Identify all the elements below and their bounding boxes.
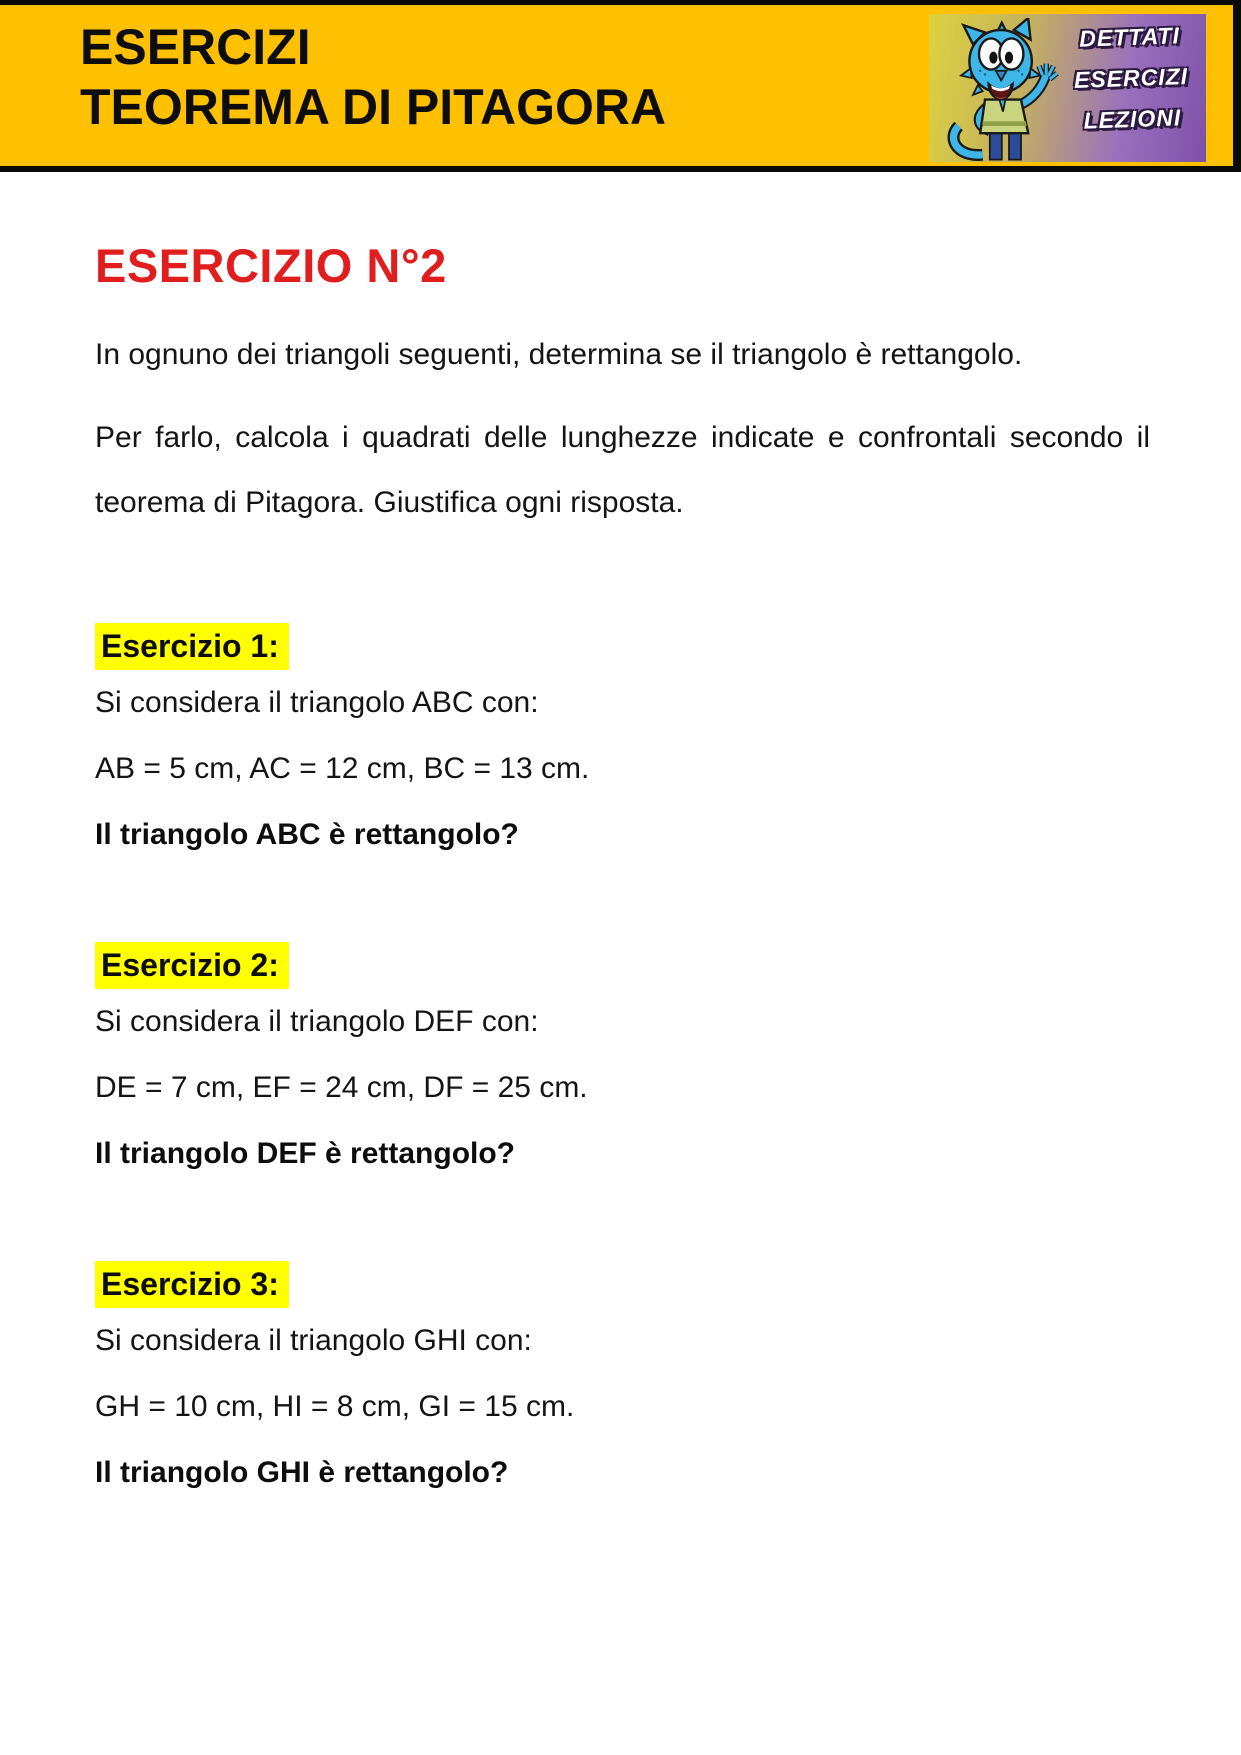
exercise-1-intro: Si considera il triangolo ABC con: (95, 686, 539, 719)
exercise-3-question: Il triangolo GHI è rettangolo? (95, 1456, 509, 1489)
logo-word-dettati: DETTATI (1078, 22, 1181, 52)
exercise-3-section (95, 1261, 1150, 1506)
intro-paragraph-2: Per farlo, calcola i quadrati delle lunghezze indicate e confrontali secondo il teorema di Pitagora. Giustifica ogni risposta. (95, 421, 1150, 519)
exercise-2-intro: Si considera il triangolo DEF con: (95, 1005, 539, 1038)
logo-word-esercizi: ESERCIZI (1073, 63, 1189, 93)
exercise-1-label: Esercizio 1: (95, 623, 289, 670)
exercise-1-question: Il triangolo ABC è rettangolo? (95, 818, 519, 851)
exercise-3-intro: Si considera il triangolo GHI con: (95, 1324, 532, 1357)
brand-logo (929, 14, 1206, 162)
banner-title-line1: ESERCIZI (80, 19, 311, 75)
banner-title (80, 17, 666, 137)
exercise-3-data: GH = 10 cm, HI = 8 cm, GI = 15 cm. (95, 1390, 575, 1423)
logo-word-lezioni: LEZIONI (1083, 104, 1182, 134)
exercise-3-label: Esercizio 3: (95, 1261, 289, 1308)
exercise-2-section (95, 942, 1150, 1187)
exercise-1-section (95, 623, 1150, 868)
worksheet-body (0, 238, 1241, 1506)
intro-paragraph-1: In ognuno dei triangoli seguenti, determina se il triangolo è rettangolo. (95, 338, 1023, 371)
exercise-sheet-title: ESERCIZIO N°2 (95, 239, 447, 292)
page-banner (0, 0, 1241, 172)
cat-mascot-icon (933, 18, 1073, 162)
exercise-2-question: Il triangolo DEF è rettangolo? (95, 1137, 515, 1170)
exercise-1-data: AB = 5 cm, AC = 12 cm, BC = 13 cm. (95, 752, 590, 785)
logo-wordmark (1064, 22, 1198, 135)
banner-title-line2: TEOREMA DI PITAGORA (80, 79, 667, 135)
exercise-2-data: DE = 7 cm, EF = 24 cm, DF = 25 cm. (95, 1071, 588, 1104)
exercise-2-label: Esercizio 2: (95, 942, 289, 989)
